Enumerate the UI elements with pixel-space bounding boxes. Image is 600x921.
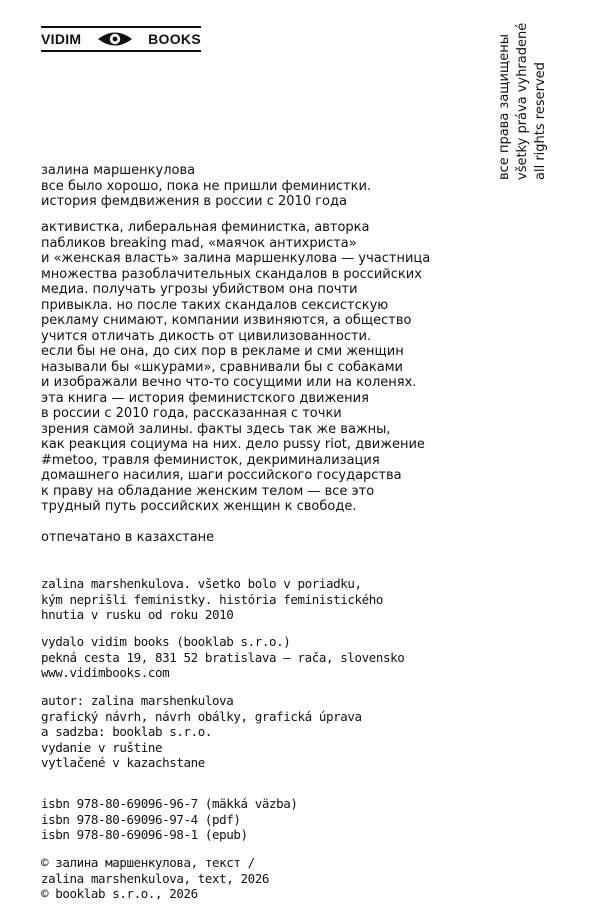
book-description bbox=[41, 220, 441, 515]
credits-line: grafický návrh, návrh obálky, grafická úprava bbox=[41, 708, 362, 724]
description-line: пабликов breaking mad, «маячок антихриста» bbox=[41, 235, 357, 251]
credits-line: autor: zalina marshenkulova bbox=[41, 693, 234, 708]
credits-line: vydanie v ruštine bbox=[41, 739, 163, 755]
description-line: множества разоблачительных скандалов в российских bbox=[41, 266, 422, 282]
logo-right-word: BOOKS bbox=[148, 31, 201, 47]
rights-line-sk: všetky práva vyhradené bbox=[515, 22, 530, 180]
description-line: привыкла. но после таких скандалов сексистскую bbox=[41, 297, 389, 313]
description-line: эта книга — история феминистского движения bbox=[41, 390, 369, 406]
publisher-name: vydalo vidim books (booklab s.r.o.) bbox=[41, 634, 291, 649]
eye-icon bbox=[97, 29, 133, 49]
description-line: учится отличать дикость от цивилизованности. bbox=[41, 328, 372, 344]
slovak-title-line: hnutia v rusku od roku 2010 bbox=[41, 607, 234, 622]
publisher-info bbox=[41, 634, 441, 681]
description-line: в россии с 2010 года, рассказанная с точки bbox=[41, 406, 342, 421]
credits-line: vytlačené v kazachstane bbox=[41, 755, 205, 770]
description-line: как реакция социума на них. дело pussy riot, движение bbox=[41, 437, 425, 452]
description-line: #metoo, травля феминисток, декриминализация bbox=[41, 452, 380, 468]
description-line: медиа. получать угрозы убийством она почти bbox=[41, 282, 358, 297]
isbn-line: isbn 978-80-69096-96-7 (mäkká väzba) bbox=[41, 796, 298, 811]
credits-line: a sadzba: booklab s.r.o. bbox=[41, 724, 213, 739]
rights-line-en: all rights reserved bbox=[533, 62, 548, 180]
copyright-block bbox=[41, 855, 441, 902]
publisher-logo bbox=[41, 26, 201, 52]
description-line: домашнего насилия, шаги российского государства bbox=[41, 468, 402, 483]
isbn-block bbox=[41, 796, 441, 843]
slovak-title-line: kým neprišli feministky. história feministického bbox=[41, 591, 384, 607]
slovak-title-block bbox=[41, 576, 441, 623]
credits-block bbox=[41, 693, 441, 771]
description-line: активистка, либеральная феминистка, авторка bbox=[41, 220, 370, 235]
book-subtitle: история фемдвижения в россии с 2010 года bbox=[41, 194, 347, 209]
description-line: если бы не она, до сих пор в рекламе и сми женщин bbox=[41, 344, 404, 359]
description-line: рекламу снимают, компании извиняются, а общество bbox=[41, 313, 412, 328]
rights-line-ru: все права защищены bbox=[497, 34, 512, 180]
isbn-line: isbn 978-80-69096-98-1 (epub) bbox=[41, 827, 248, 842]
description-line: и «женская власть» залина маршенкулова — участница bbox=[41, 251, 431, 266]
copyright-line: © залина маршенкулова, текст / bbox=[41, 855, 255, 870]
description-line: зрения самой залины. факты здесь так же важны, bbox=[41, 421, 391, 437]
logo-left-word: VIDIM bbox=[41, 31, 82, 47]
copyright-line: zalina marshenkulova, text, 2026 bbox=[41, 870, 270, 886]
author-name: залина маршенкулова bbox=[41, 163, 196, 178]
description-line: трудный путь российских женщин к свободе. bbox=[41, 499, 357, 514]
printed-in-notice bbox=[41, 530, 441, 546]
rights-reserved-notice bbox=[496, 23, 550, 180]
slovak-title-line: zalina marshenkulova. všetko bolo v poriadku, bbox=[41, 576, 362, 591]
printed-in-text: отпечатано в казахстане bbox=[41, 530, 215, 545]
book-title-block bbox=[41, 163, 441, 210]
copyright-line: © booklab s.r.o., 2026 bbox=[41, 886, 198, 901]
description-line: и изображали вечно что-то сосущими или на коленях. bbox=[41, 375, 417, 390]
isbn-line: isbn 978-80-69096-97-4 (pdf) bbox=[41, 811, 241, 827]
book-title: все было хорошо, пока не пришли феминистки. bbox=[41, 178, 372, 194]
description-line: называли бы «шкурами», сравнивали бы с собаками bbox=[41, 359, 404, 375]
publisher-website: www.vidimbooks.com bbox=[41, 665, 170, 680]
publisher-address: pekná cesta 19, 831 52 bratislava — rača, slovensko bbox=[41, 649, 405, 665]
description-line: к праву на обладание женским телом — все это bbox=[41, 483, 375, 499]
